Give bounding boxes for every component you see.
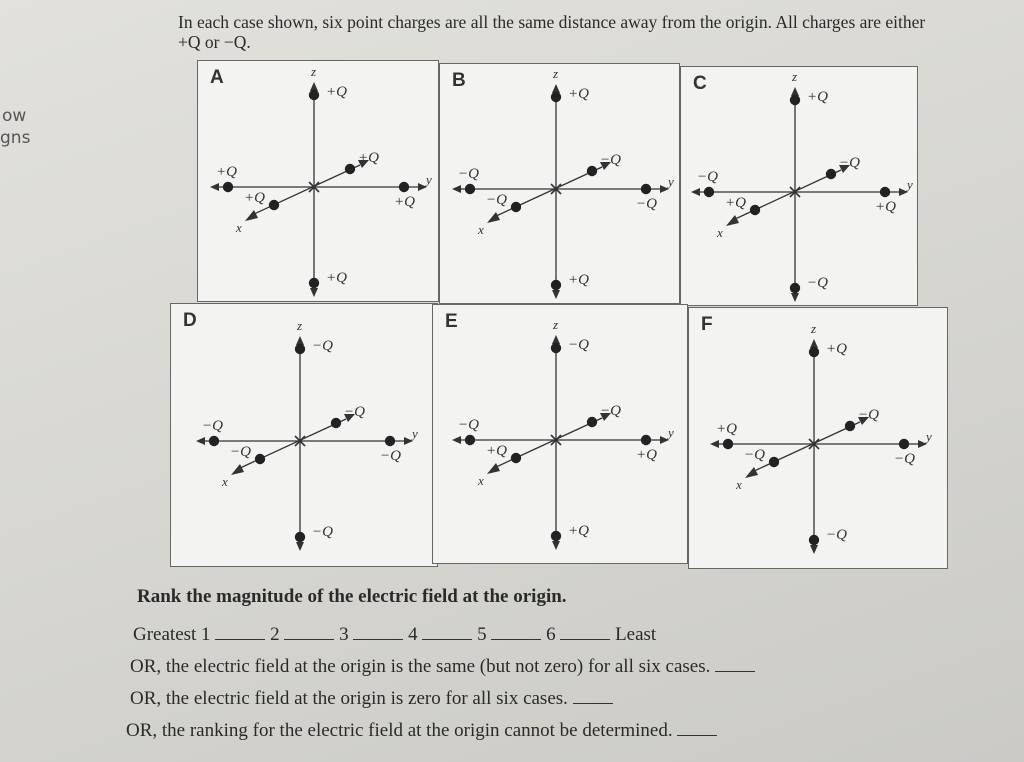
charge-x-neg [826,169,836,179]
option-same-nonzero-text: OR, the electric field at the origin is the same (but not zero) for all six cases. [130,656,711,677]
label-z-neg: −Q [312,524,333,540]
panel-label-b: B [452,70,466,91]
charge-x-pos [750,205,760,215]
label-y-pos: −Q [636,196,657,212]
label-y-pos: −Q [894,451,915,467]
axis-label-x: x [736,477,742,492]
margin-note-1: ow [2,106,27,126]
label-x-pos: +Q [486,443,507,459]
y-neg-arrowhead [210,183,219,191]
label-z-neg: −Q [807,275,828,291]
option-zero-text: OR, the electric field at the origin is zero for all six cases. [130,688,568,709]
label-y-pos: +Q [636,447,657,463]
axis-label-y: y [926,429,932,444]
charge-y-neg [704,187,714,197]
rank-3: 3 [339,624,349,645]
panel-label-c: C [693,73,707,94]
rank-blank-5[interactable] [491,625,541,640]
y-neg-arrowhead [196,437,205,445]
label-y-pos: −Q [380,448,401,464]
panel-c [680,66,918,306]
axis-label-z: z [792,69,798,84]
axis-label-x: x [236,220,242,235]
ranking-row [133,624,656,646]
label-x-neg: −Q [858,407,879,423]
x-axis [238,419,346,469]
charge-diagram-a [198,61,440,303]
axis-label-x: x [717,225,723,240]
charge-z-neg [551,531,561,541]
z-neg-arrowhead [791,293,799,302]
z-neg-arrowhead [310,288,318,297]
charge-y-pos [899,439,909,449]
rank-least: Least [615,624,657,645]
label-x-neg: −Q [344,404,365,420]
intro-text: In each case shown, six point charges are all the same distance away from the origin. All charges are either +Q or −Q. [178,12,926,52]
charge-x-neg [587,166,597,176]
charge-z-neg [790,283,800,293]
x-arrowhead [745,467,758,478]
label-x-neg: −Q [600,152,621,168]
label-x-neg: +Q [358,150,379,166]
x-arrowhead [245,210,258,221]
x-arrowhead [487,212,500,223]
rank-4: 4 [408,624,418,645]
panel-label-a: A [210,67,224,88]
rank-greatest: Greatest 1 [133,624,211,645]
label-z-pos: +Q [807,89,828,105]
charge-z-pos [790,95,800,105]
rank-blank-1[interactable] [215,625,265,640]
charge-x-neg [587,417,597,427]
charge-z-pos [551,92,561,102]
label-z-pos: −Q [568,337,589,353]
option-zero-blank[interactable] [573,689,613,704]
axis-label-z: z [311,64,317,79]
x-arrowhead [231,464,244,475]
charge-diagram-c [681,67,919,307]
axis-label-y: y [668,425,674,440]
label-z-pos: +Q [326,84,347,100]
label-y-neg: +Q [216,164,237,180]
axis-label-x: x [478,473,484,488]
charge-y-pos [641,184,651,194]
charge-x-pos [511,202,521,212]
charge-z-neg [551,280,561,290]
panel-b [439,63,680,304]
label-y-neg: −Q [697,169,718,185]
charge-z-pos [551,343,561,353]
rank-6: 6 [546,624,556,645]
charge-x-pos [511,453,521,463]
question-text: Rank the magnitude of the electric field at the origin. [137,586,567,607]
panel-f [688,307,948,569]
charge-diagram-b [440,64,681,305]
label-x-pos: −Q [744,447,765,463]
panel-a [197,60,439,302]
z-arrowhead [791,87,799,96]
charge-diagram-f [689,308,949,570]
panel-label-f: F [701,314,713,335]
z-neg-arrowhead [552,541,560,550]
option-zero [130,688,613,710]
label-x-pos: −Q [486,192,507,208]
label-z-neg: +Q [568,523,589,539]
label-z-neg: −Q [826,527,847,543]
label-x-neg: −Q [600,403,621,419]
label-y-neg: −Q [202,418,223,434]
charge-y-neg [209,436,219,446]
label-y-pos: +Q [394,194,415,210]
charge-y-neg [223,182,233,192]
rank-blank-6[interactable] [560,625,610,640]
charge-y-pos [399,182,409,192]
label-y-neg: −Q [458,417,479,433]
axis-label-z: z [553,317,559,332]
y-neg-arrowhead [452,185,461,193]
charge-x-pos [269,200,279,210]
axis-label-y: y [668,174,674,189]
label-z-pos: −Q [312,338,333,354]
axis-label-y: y [412,426,418,441]
axis-label-z: z [811,321,817,336]
rank-5: 5 [477,624,487,645]
charge-x-neg [345,164,355,174]
label-z-neg: +Q [568,272,589,288]
charge-y-pos [385,436,395,446]
charge-z-pos [295,344,305,354]
label-x-neg: −Q [839,155,860,171]
y-neg-arrowhead [710,440,719,448]
option-undetermined-blank[interactable] [677,721,717,736]
panel-d [170,303,438,567]
rank-2: 2 [270,624,280,645]
rank-blank-3[interactable] [353,625,403,640]
axis-label-x: x [478,222,484,237]
charge-z-neg [809,535,819,545]
z-arrowhead [552,84,560,93]
charge-diagram-d [171,304,439,568]
charge-z-pos [809,347,819,357]
x-axis [494,418,602,468]
panel-label-d: D [183,310,197,331]
label-x-pos: +Q [244,190,265,206]
charge-y-pos [641,435,651,445]
panel-e [432,304,688,564]
label-x-pos: +Q [725,195,746,211]
rank-blank-4[interactable] [422,625,472,640]
charge-y-neg [723,439,733,449]
label-z-neg: +Q [326,270,347,286]
charge-x-neg [845,421,855,431]
z-arrowhead [810,339,818,348]
margin-note-2: gns [0,128,31,148]
z-neg-arrowhead [296,542,304,551]
axis-label-x: x [222,474,228,489]
option-undetermined-text: OR, the ranking for the electric field at the origin cannot be determined. [126,720,673,741]
z-arrowhead [310,82,318,91]
label-z-pos: +Q [568,86,589,102]
label-x-pos: −Q [230,444,251,460]
axis-label-y: y [426,172,432,187]
rank-blank-2[interactable] [284,625,334,640]
axis-label-y: y [907,177,913,192]
charge-y-pos [880,187,890,197]
charge-x-pos [769,457,779,467]
charge-z-neg [295,532,305,542]
option-same-nonzero-blank[interactable] [715,657,755,672]
label-y-neg: +Q [716,421,737,437]
charge-x-pos [255,454,265,464]
charge-z-pos [309,90,319,100]
z-neg-arrowhead [552,290,560,299]
axis-label-z: z [553,66,559,81]
charge-y-neg [465,184,475,194]
option-undetermined [126,720,717,742]
y-neg-arrowhead [452,436,461,444]
y-neg-arrowhead [691,188,700,196]
charge-y-neg [465,435,475,445]
label-z-pos: +Q [826,341,847,357]
charge-diagram-e [433,305,689,565]
option-same-nonzero [130,656,755,678]
x-axis [494,167,602,217]
x-arrowhead [487,463,500,474]
axis-label-z: z [297,318,303,333]
x-axis [733,170,841,220]
charge-x-neg [331,418,341,428]
z-arrowhead [296,336,304,345]
label-y-pos: +Q [875,199,896,215]
label-y-neg: −Q [458,166,479,182]
x-arrowhead [726,215,739,226]
panel-label-e: E [445,311,458,332]
x-axis [752,422,860,472]
z-neg-arrowhead [810,545,818,554]
charge-z-neg [309,278,319,288]
x-axis [252,165,360,215]
z-arrowhead [552,335,560,344]
